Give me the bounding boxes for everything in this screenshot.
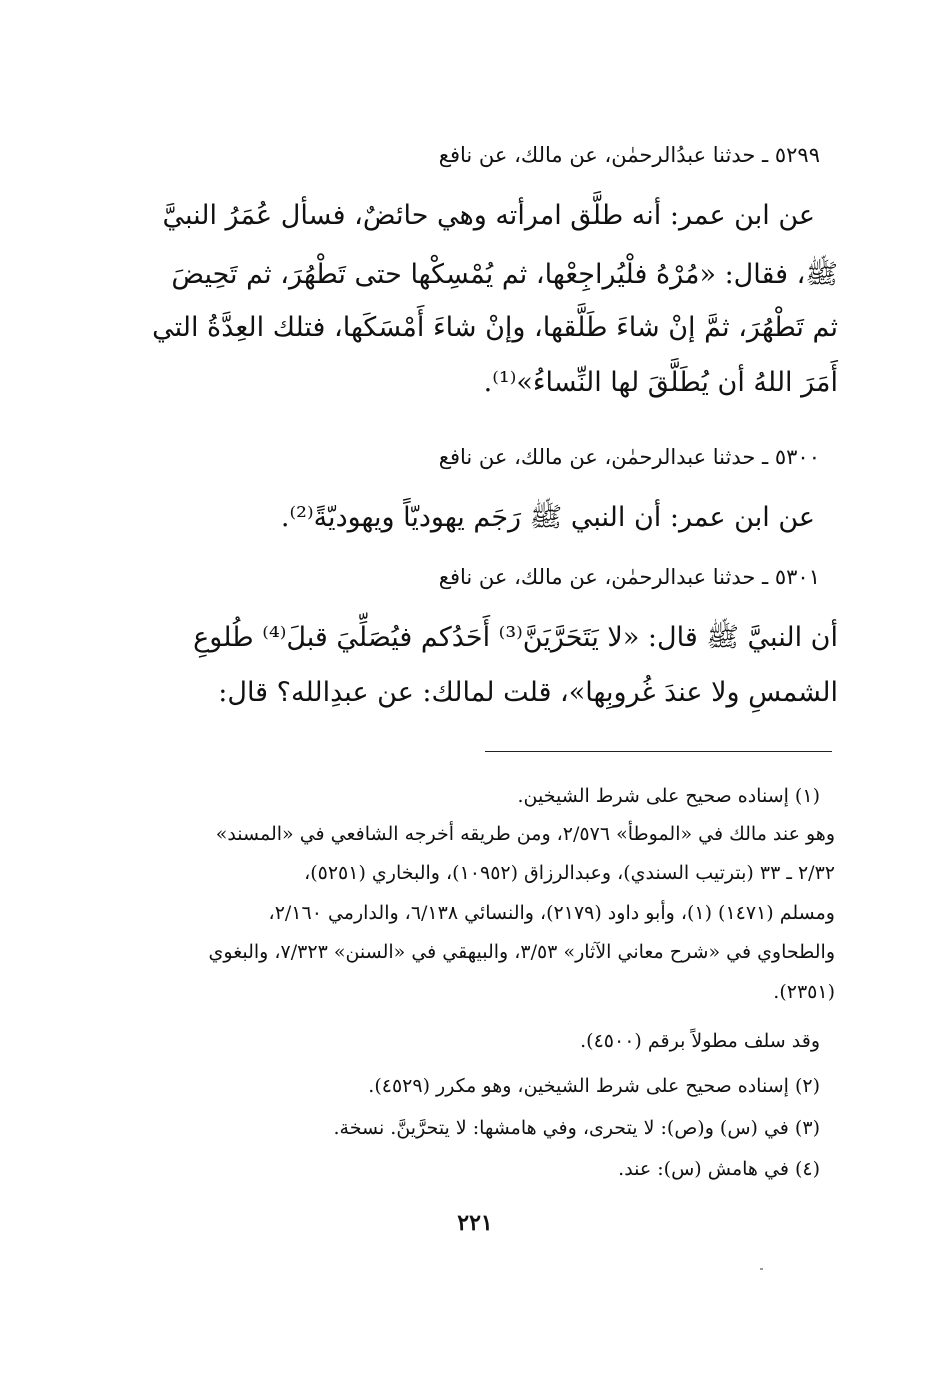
footnote-1: (١) إسناده صحيح على شرط الشيخين. [517,785,820,807]
footnote-1-cross-reference: وقد سلف مطولاً برقم (٤٥٠٠). [580,1030,820,1052]
hadith-5299-line-2: ﷺ، فقال: «مُرْهُ فلْيُراجِعْها، ثم يُمْسِكْها حتى تَطْهُرَ، ثم تَحِيضَ [171,259,838,290]
scan-speck [760,1268,763,1270]
footnote-separator [485,751,832,752]
footnote-1-continued-4: والطحاوي في «شرح معاني الآثار» ٣/٥٣، والبيهقي في «السنن» ٧/٣٢٣، والبغوي [208,941,835,963]
hadith-5301-header: ٥٣٠١ ـ حدثنا عبدالرحمٰن، عن مالك، عن نافع [438,565,820,589]
footnote-1-continued-2: ٢/٣٢ ـ ٣٣ (بترتيب السندي)، وعبدالرزاق (١٠٩٥٢)، والبخاري (٥٢٥١)، [304,862,835,884]
footnote-1-continued-5: (٢٣٥١). [773,981,835,1003]
page-number: ٢٢١ [457,1210,493,1236]
footnote-1-continued-3: ومسلم (١٤٧١) (١)، وأبو داود (٢١٧٩)، والنسائي ٦/١٣٨، والدارمي ٢/١٦٠، [268,902,835,924]
hadith-5300-line-1: عن ابن عمر: أن النبي ﷺ رَجَم يهوديّاً ويهوديّةً⁽²⁾. [280,502,815,533]
footnote-1-continued-1: وهو عند مالك في «الموطأ» ٢/٥٧٦، ومن طريقه أخرجه الشافعي في «المسند» [215,823,835,845]
footnote-4: (٤) في هامش (س): عند. [618,1158,820,1180]
hadith-5300-header: ٥٣٠٠ ـ حدثنا عبدالرحمٰن، عن مالك، عن نافع [438,445,820,469]
hadith-5299-header: ٥٢٩٩ ـ حدثنا عبدُالرحمٰن، عن مالك، عن نافع [438,143,820,167]
hadith-5299-line-4: أَمَرَ اللهُ أن يُطَلَّقَ لها النِّساءُ»⁽¹⁾. [483,367,838,398]
hadith-5301-line-1: أن النبيَّ ﷺ قال: «لا يَتَحَرَّيَنَّ⁽³⁾ أَحَدُكم فيُصَلِّيَ قبلَ⁽⁴⁾ طُلوعِ [193,622,838,653]
hadith-5299-line-3: ثم تَطْهُرَ، ثمَّ إنْ شاءَ طَلَّقها، وإنْ شاءَ أَمْسَكَها، فتلك العِدَّةُ التي [152,312,838,343]
footnote-3: (٣) في (س) و(ص): لا يتحرى، وفي هامشها: لا يتحرَّينَّ. نسخة. [333,1117,820,1139]
hadith-5299-line-1: عن ابن عمر: أنه طلَّق امرأته وهي حائضٌ، فسأل عُمَرُ النبيَّ [162,200,815,231]
hadith-5301-line-2: الشمسِ ولا عندَ غُروبِها»، قلت لمالك: عن عبدِالله؟ قال: [218,677,838,708]
footnote-2: (٢) إسناده صحيح على شرط الشيخين، وهو مكرر (٤٥٢٩). [368,1075,820,1097]
